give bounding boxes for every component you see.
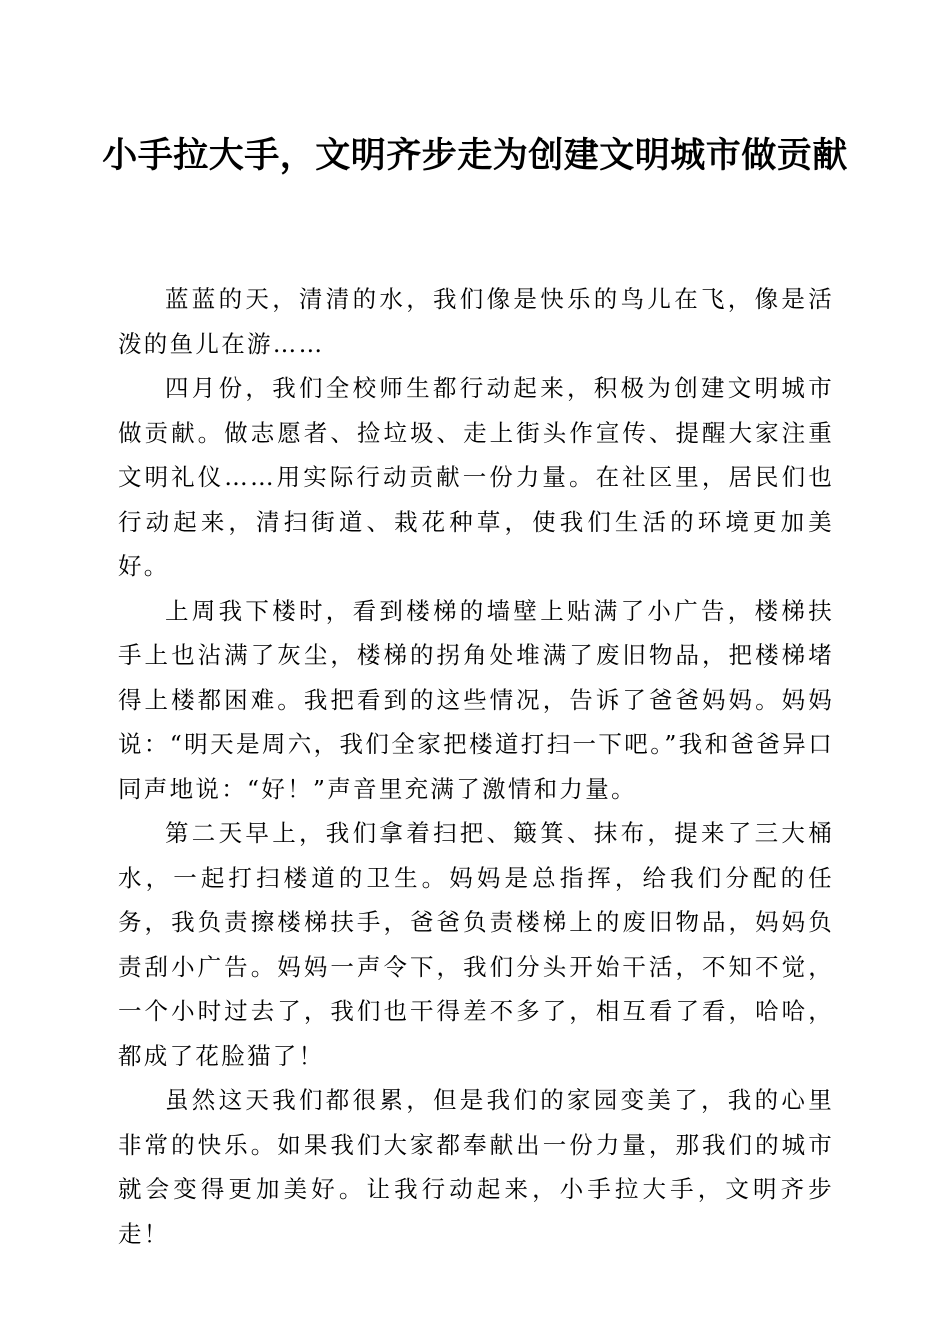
paragraph-1: 蓝蓝的天，清清的水，我们像是快乐的鸟儿在飞，像是活泼的鱼儿在游…… (118, 285, 834, 358)
paragraph-3: 上周我下楼时，看到楼梯的墙壁上贴满了小广告，楼梯扶手上也沾满了灰尘，楼梯的拐角处堆满了废旧物品，把楼梯堵得上楼都困难。我把看到的这些情况，告诉了爸爸妈妈。妈妈说：“明天是周六，我们全家把楼道打扫一下吧。”我和爸爸异口同声地说：“好！”声音里充满了激情和力量。 (118, 596, 834, 803)
document-title: 小手拉大手，文明齐步走为创建文明城市做贡献 (102, 135, 848, 176)
document-body (118, 277, 834, 1256)
paragraph-4: 第二天早上，我们拿着扫把、簸箕、抹布，提来了三大桶水，一起打扫楼道的卫生。妈妈是总指挥，给我们分配的任务，我负责擦楼梯扶手，爸爸负责楼梯上的废旧物品，妈妈负责刮小广告。妈妈一声令下，我们分头开始干活，不知不觉，一个小时过去了，我们也干得差不多了，相互看了看，哈哈，都成了花脸猫了！ (118, 819, 834, 1070)
paragraph-5: 虽然这天我们都很累，但是我们的家园变美了，我的心里非常的快乐。如果我们大家都奉献出一份力量，那我们的城市就会变得更加美好。让我行动起来，小手拉大手，文明齐步走！ (118, 1086, 834, 1248)
paragraph-2: 四月份，我们全校师生都行动起来，积极为创建文明城市做贡献。做志愿者、捡垃圾、走上街头作宣传、提醒大家注重文明礼仪……用实际行动贡献一份力量。在社区里，居民们也行动起来，清扫街道、栽花种草，使我们生活的环境更加美好。 (118, 374, 834, 580)
